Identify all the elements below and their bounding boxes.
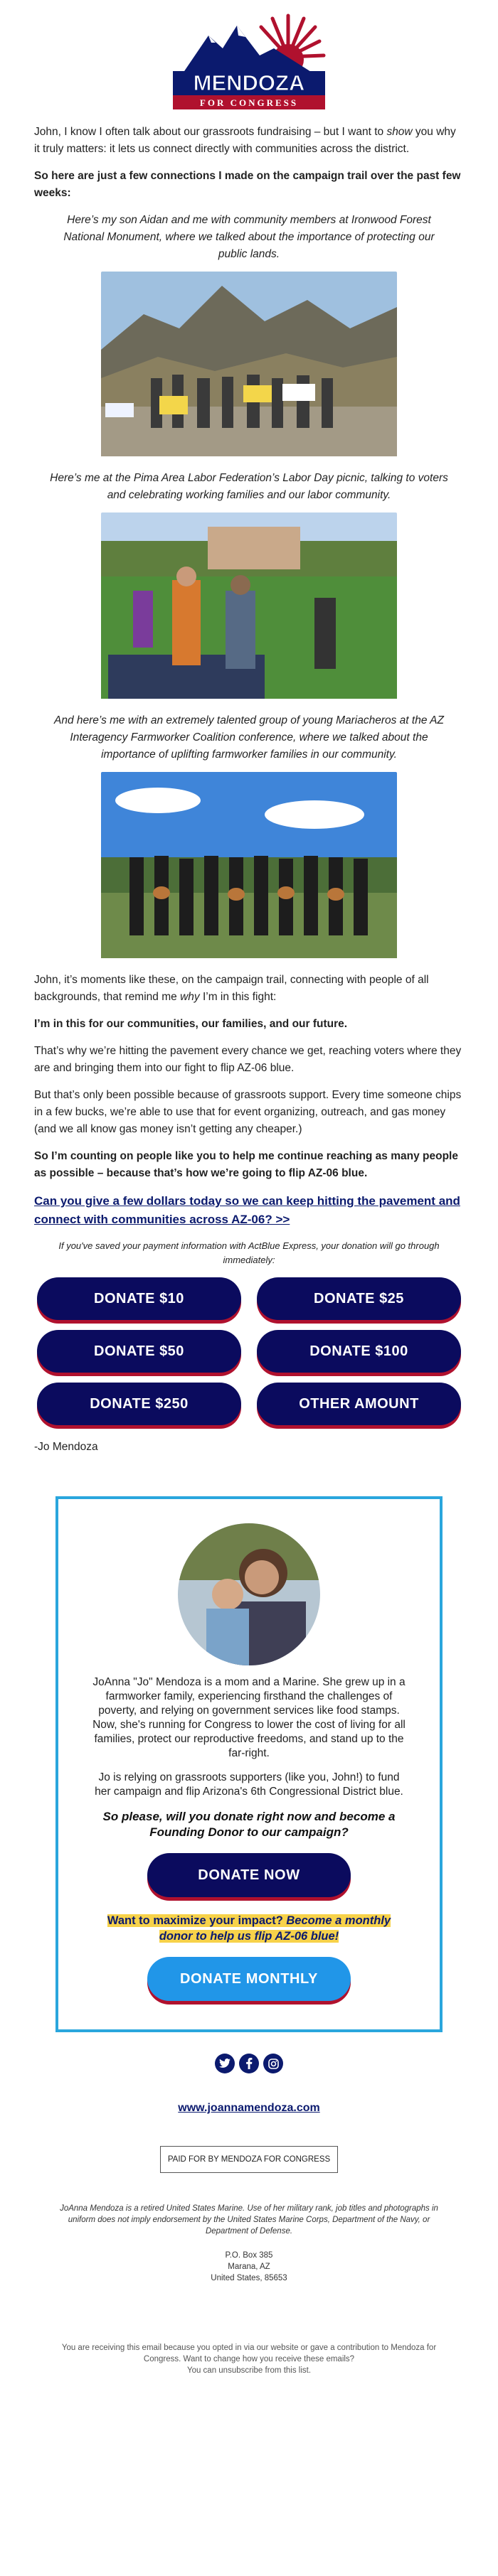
donate-now-button[interactable]: DONATE NOW xyxy=(147,1853,351,1897)
mailing-address xyxy=(34,2250,464,2284)
other-amount-button[interactable]: OTHER AMOUNT xyxy=(257,1383,461,1425)
actblue-note: If you've saved your payment information with ActBlue Express, your donation will go through immediately: xyxy=(58,1240,440,1265)
footer-reason: You are receiving this email because you opted in via our website or gave a contribution to Mendoza for Congress. Want to change how you receive these emails? xyxy=(61,2344,437,2363)
grassroots-note: Jo is relying on grassroots supporters (like you, John!) to fund her campaign and flip Arizona's 6th Congressional District blue. xyxy=(95,1771,403,1798)
candidate-bio: JoAnna "Jo" Mendoza is a mom and a Marine. She grew up in a farmworker family, experiencing firsthand the challenges of poverty, and relying on government services like food stamps. Now, she's running for Congress to lower the cost of living for all families, protect our reproductive freedoms, and stand up to the far-right. xyxy=(92,1676,406,1759)
photo-ironwood-forest xyxy=(101,272,397,460)
facebook-icon[interactable] xyxy=(239,2054,259,2073)
photo-caption-2: Here’s me at the Pima Area Labor Federation’s Labor Day picnic, talking to voters and celebrating working families and our labor community. xyxy=(50,472,448,501)
photo-labor-day-picnic xyxy=(101,512,397,702)
logo-tagline: FOR CONGRESS xyxy=(199,97,299,108)
why-paragraph: John, it’s moments like these, on the campaign trail, connecting with people of all backgrounds, that remind me why I’m in this fight: xyxy=(34,974,429,1003)
donate-10-button[interactable]: DONATE $10 xyxy=(37,1277,241,1320)
pavement-paragraph: That’s why we’re hitting the pavement every chance we get, reaching voters where they are and bringing them into our fight to flip AZ-06 blue. xyxy=(34,1045,462,1074)
intro-lead: So here are just a few connections I made on the campaign trail over the past few weeks: xyxy=(34,170,461,199)
website-link[interactable]: www.joannamendoza.com xyxy=(178,2102,320,2114)
monthly-callout: Want to maximize your impact? Become a monthly donor to help us flip AZ-06 blue! xyxy=(107,1914,391,1943)
candidate-card xyxy=(55,1496,443,2032)
address-line-1: P.O. Box 385 xyxy=(225,2251,273,2260)
donate-100-button[interactable]: DONATE $100 xyxy=(257,1330,461,1373)
donate-monthly-button[interactable]: DONATE MONTHLY xyxy=(147,1957,351,2001)
instagram-icon[interactable] xyxy=(263,2054,283,2073)
founding-donor-question: So please, will you donate right now and become a Founding Donor to our campaign? xyxy=(102,1810,396,1839)
email-footer xyxy=(44,2342,454,2376)
donate-button-grid xyxy=(34,1277,464,1425)
mission-statement: I’m in this for our communities, our families, and our future. xyxy=(34,1018,348,1030)
intro-paragraph: John, I know I often talk about our grassroots fundraising – but I want to show you why it truly matters: it lets us connect directly with communities across the district. xyxy=(34,126,456,155)
donate-link[interactable]: Can you give a few dollars today so we can keep hitting the pavement and connect with communities across AZ-06? >> xyxy=(34,1194,460,1226)
candidate-photo xyxy=(178,1523,320,1665)
counting-on-you: So I’m counting on people like you to help me continue reaching as many people as possible – because that’s how we’re going to flip AZ-06 blue. xyxy=(34,1150,458,1179)
twitter-icon[interactable] xyxy=(215,2054,235,2073)
signature: -Jo Mendoza xyxy=(34,1441,98,1453)
logo-name: MENDOZA xyxy=(193,70,305,95)
photo-caption-1: Here’s my son Aidan and me with community members at Ironwood Forest National Monument, where we talked about the importance of protecting our public lands. xyxy=(63,214,435,260)
paid-for-box: PAID FOR BY MENDOZA FOR CONGRESS xyxy=(160,2146,338,2173)
address-line-3: United States, 85653 xyxy=(211,2274,287,2282)
photo-caption-3: And here’s me with an extremely talented group of young Mariacheros at the AZ Interagency Farmworker Coalition conference, where we talked about the importance of uplifting farmworker families in our community. xyxy=(54,714,444,761)
military-disclaimer: JoAnna Mendoza is a retired United States Marine. Use of her military rank, job titles and photographs in uniform does not imply endorsement by the United States Marine Corps, Department of the Navy, or Department of Defense. xyxy=(60,2204,438,2236)
campaign-logo xyxy=(34,0,464,114)
address-line-2: Marana, AZ xyxy=(228,2263,270,2271)
social-links xyxy=(34,2054,464,2073)
donate-250-button[interactable]: DONATE $250 xyxy=(37,1383,241,1425)
donate-50-button[interactable]: DONATE $50 xyxy=(37,1330,241,1373)
photo-mariacheros xyxy=(101,772,397,962)
donate-25-button[interactable]: DONATE $25 xyxy=(257,1277,461,1320)
grassroots-paragraph: But that’s only been possible because of grassroots support. Every time someone chips in a few bucks, we’re able to use that for event organizing, outreach, and gas money (and we all know gas money isn’t getting any cheaper.) xyxy=(34,1089,462,1135)
unsubscribe-link[interactable]: You can unsubscribe from this list. xyxy=(186,2366,312,2375)
